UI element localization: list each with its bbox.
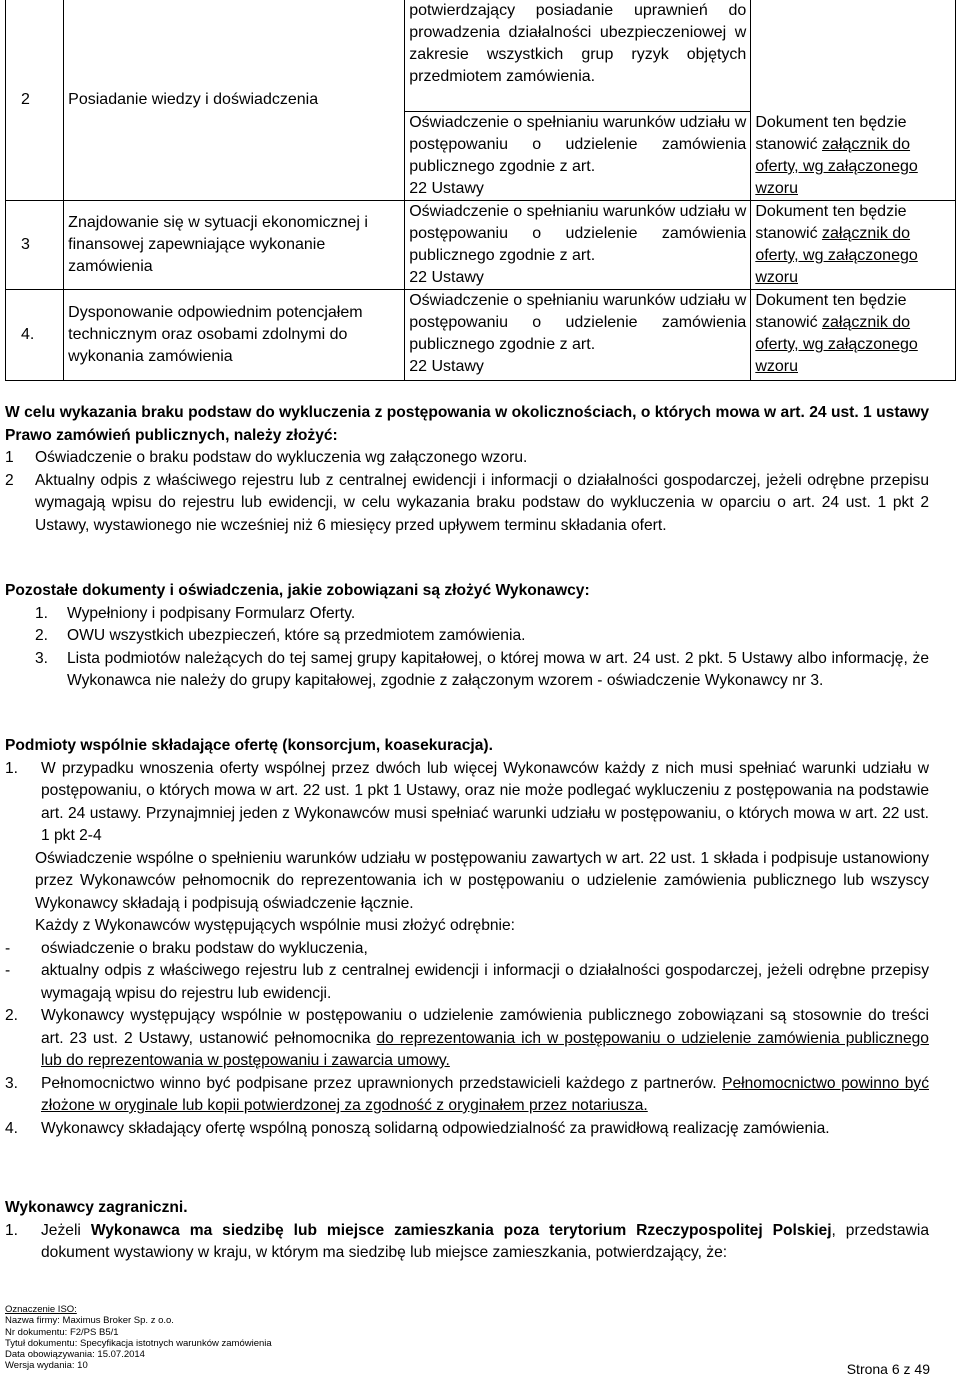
footer-iso: Oznaczenie ISO: xyxy=(5,1304,77,1315)
doc-line: Dokument ten będzie xyxy=(755,292,907,309)
criterion-cell: Dysponowanie odpowiednim potencjałem technicznym oraz osobami zdolnymi do wykonania zamówienia xyxy=(64,290,405,381)
list-item xyxy=(5,625,929,648)
requirement-cell: potwierdzający posiadanie uprawnień do prowadzenia działalności ubezpieczeniowej w zakresie wszystkich grup ryzyk objętych przedmiotem zamówienia. xyxy=(405,0,751,111)
exclusion-section xyxy=(5,402,929,537)
section-heading: Wykonawcy zagraniczni. xyxy=(5,1199,188,1216)
list-item xyxy=(5,1118,929,1141)
list-item xyxy=(5,470,929,538)
list-item xyxy=(5,447,929,470)
item-text: , przedstawia dokument wystawiony w kraju, w którym ma siedzibę lub miejsce zamieszkania, potwierdzający, że: xyxy=(41,1221,929,1261)
item-text: Wykonawca ma siedzibę lub miejsce zamieszkania poza terytorium Rzeczypospolitej Polskiej xyxy=(90,1221,832,1239)
requirement-cell xyxy=(405,111,751,200)
table-row xyxy=(6,0,956,111)
requirement-text: Oświadczenie o spełnianiu warunków udziału w postępowaniu o udzielenie zamówienia publicznego zgodnie z art. xyxy=(409,113,747,175)
footer-date: Data obowiązywania: 15.07.2014 xyxy=(5,1349,145,1361)
item-text: Pełnomocnictwo winno być podpisane przez uprawnionych przedstawicieli każdego z partnerów. xyxy=(41,1074,717,1092)
item-number: 4. xyxy=(5,1119,19,1137)
item-text: Lista podmiotów należących do tej samej grupy kapitałowej, o której mowa w art. 24 ust. 2 pkt. 5 Ustawy albo informację, że Wykonawca nie należy do grupy kapitałowej, zgodnie z załączonym wzorem - oświadczenie Wykonawcy nr 3. xyxy=(67,649,929,689)
item-number: 3. xyxy=(35,649,49,667)
requirement-text: Oświadczenie o spełnianiu warunków udziału w postępowaniu o udzielenie zamówienia publicznego zgodnie z art. xyxy=(409,292,747,353)
doc-line: załącznik do xyxy=(822,225,911,242)
item-number: 1. xyxy=(5,759,19,777)
item-text: oświadczenie o braku podstaw do wykluczenia, xyxy=(41,939,368,957)
document-cell xyxy=(751,290,956,381)
doc-line: stanowić xyxy=(755,314,818,331)
footer-company: Nazwa firmy: Maximus Broker Sp. z o.o. xyxy=(5,1315,174,1327)
doc-line: stanowić xyxy=(755,225,818,242)
other-documents-section xyxy=(5,580,929,693)
doc-line: wzoru xyxy=(755,358,798,375)
item-text: Wykonawcy występujący wspólnie w postępowaniu o udzielenie zamówienia publicznego zobowiązani są stosownie do treści art. 23 ust. 2 Ustawy, ustanowić pełnomocnika xyxy=(41,1007,929,1047)
item-number: 1. xyxy=(5,1221,19,1239)
document-cell xyxy=(751,201,956,290)
item-number: 2. xyxy=(5,1007,19,1024)
doc-line: oferty, wg załączonego xyxy=(755,158,918,175)
consortium-section xyxy=(5,735,929,1140)
item-number: 1 xyxy=(5,449,14,466)
item-text: aktualny odpis z właściwego rejestru lub z centralnej ewidencji i informacji o działalności gospodarczej, jeżeli odrębne przepisy wymagają wpisu do rejestru lub ewidencji. xyxy=(41,962,929,1002)
dash-item xyxy=(5,938,929,961)
doc-line: oferty, wg załączonego xyxy=(755,247,918,264)
table-row xyxy=(6,201,956,290)
paragraph: Każdy z Wykonawców występujących wspólnie musi złożyć odrębnie: xyxy=(35,917,516,934)
item-number: 2 xyxy=(5,471,14,489)
requirement-text: Oświadczenie o spełnianiu warunków udziału w postępowaniu o udzielenie zamówienia publicznego zgodnie z art. xyxy=(409,203,747,264)
footer-title: Tytuł dokumentu: Specyfikacja istotnych warunków zamówienia xyxy=(5,1337,272,1349)
criterion-cell: Posiadanie wiedzy i doświadczenia xyxy=(64,0,405,201)
paragraph: Oświadczenie wspólne o spełnieniu warunków udziału w postępowaniu zawartych w art. 22 ust. 1 składa i podpisuje ustanowiony przez Wykonawców pełnomocnik do reprezentowania ich w postępowaniu o udzielenie zamówienia publicznego lub wszyscy Wykonawcy składają i podpisują oświadczenie łącznie. xyxy=(35,849,929,912)
list-item xyxy=(5,1073,929,1118)
item-text: Wykonawcy składający ofertę wspólną ponoszą solidarną odpowiedzialność za prawidłową realizację zamówienia. xyxy=(41,1119,830,1137)
list-item xyxy=(5,648,929,693)
page-number: Strona 6 z 49 xyxy=(846,1361,930,1377)
section-heading: W celu wykazania braku podstaw do wykluczenia z postępowania w okolicznościach, o których mowa w art. 24 ust. 1 ustawy Prawo zamówień publicznych, należy złożyć: xyxy=(5,404,929,444)
list-item xyxy=(5,758,929,848)
requirement-text: 22 Ustawy xyxy=(409,358,484,375)
footer-version: Wersja wydania: 10 xyxy=(5,1360,88,1372)
doc-line: stanowić xyxy=(755,136,818,153)
criterion-cell: Znajdowanie się w sytuacji ekonomicznej i finansowej zapewniające wykonanie zamówienia xyxy=(64,201,405,290)
item-number: 3. xyxy=(5,1074,19,1092)
requirement-text: 22 Ustawy xyxy=(409,179,484,197)
doc-line: załącznik do xyxy=(822,314,911,331)
list-item xyxy=(5,603,929,626)
item-text: Wypełniony i podpisany Formularz Oferty. xyxy=(67,604,356,622)
list-item xyxy=(5,1005,929,1073)
dash-item xyxy=(5,960,929,1005)
dash-marker: - xyxy=(5,939,11,957)
doc-line: oferty, wg załączonego xyxy=(755,336,918,353)
dash-marker: - xyxy=(5,962,11,979)
doc-line: załącznik do xyxy=(822,136,911,153)
row-number: 4. xyxy=(6,290,64,381)
item-number: 2. xyxy=(35,627,49,644)
item-text: Jeżeli xyxy=(41,1221,81,1239)
requirement-cell xyxy=(405,290,751,381)
doc-line: wzoru xyxy=(755,180,798,197)
requirement-cell xyxy=(405,201,751,290)
doc-line: wzoru xyxy=(755,269,798,286)
item-text: OWU wszystkich ubezpieczeń, które są przedmiotem zamówienia. xyxy=(67,627,526,644)
list-item xyxy=(5,1220,929,1265)
requirements-table xyxy=(5,0,956,381)
item-text: Pełnomocnictwo powinno być złożone w oryginale lub kopii potwierdzonej za zgodność z oryginałem przez notariusza. xyxy=(41,1074,930,1114)
document-cell xyxy=(751,0,956,201)
doc-line: Dokument ten będzie xyxy=(755,203,907,220)
item-text: W przypadku wnoszenia oferty wspólnej przez dwóch lub więcej Wykonawców każdy z nich musi spełniać warunki udziału w postępowaniu, o których mowa w art. 22 ust. 1 pkt 1 Ustawy, oraz nie może podlegać wykluczeniu z postępowania na podstawie art. 24 ustawy. Przynajmniej jeden z Wykonawców musi spełniać warunki udziału w postępowaniu, o których mowa w art. 22 ust. 1 pkt 2-4 xyxy=(41,759,929,844)
item-text: do reprezentowania ich w postępowaniu o udzielenie zamówienia publicznego lub do reprezentowania w postępowaniu i zawarcia umowy. xyxy=(41,1029,929,1069)
row-number: 3 xyxy=(6,201,64,290)
requirement-text: 22 Ustawy xyxy=(409,269,484,286)
item-text: Aktualny odpis z właściwego rejestru lub z centralnej ewidencji i informacji o działalności gospodarczej, jeżeli odrębne przepisu wymagają wpisu do rejestru lub ewidencji, w celu wykazania braku podstaw do wykluczenia w oparciu o art. 24 ust. 1 pkt 2 Ustawy, wystawionego nie wcześniej niż 6 miesięcy przed upływem terminu składania ofert. xyxy=(35,471,929,534)
section-heading: Podmioty wspólnie składające ofertę (konsorcjum, koasekuracja). xyxy=(5,737,493,754)
foreign-contractors-section xyxy=(5,1197,929,1265)
footer-docnum: Nr dokumentu: F2/PS B5/1 xyxy=(5,1326,119,1338)
section-heading: Pozostałe dokumenty i oświadczenia, jakie zobowiązani są złożyć Wykonawcy: xyxy=(5,582,590,599)
row-number: 2 xyxy=(6,0,64,201)
document-footer xyxy=(5,1304,272,1372)
table-row xyxy=(6,290,956,381)
doc-line: Dokument ten będzie xyxy=(755,114,907,131)
item-number: 1. xyxy=(35,604,49,622)
item-text: Oświadczenie o braku podstaw do wykluczenia wg załączonego wzoru. xyxy=(35,449,528,466)
